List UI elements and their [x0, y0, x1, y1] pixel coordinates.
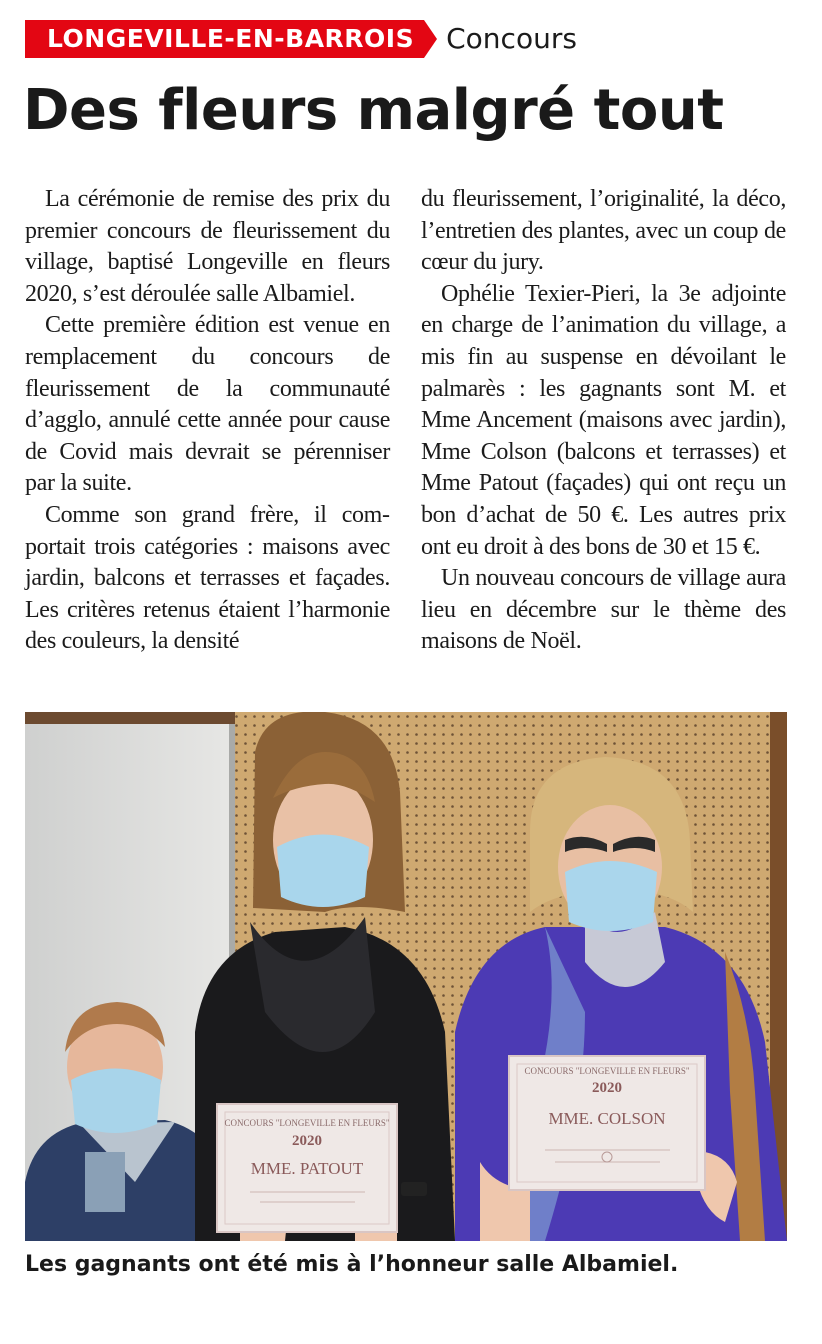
paragraph-4: Ophélie Texier-Pieri, la 3e adjointe en charge de l’animation du village, a mis fin au suspense en dévoilant le palmarès : les gagnants sont M. et Mme Ancement (maisons avec jardin), Mme Colson (balcons et terrasses) et Mme Patout (façades) qui ont reçu un bon d’achat de 50 €. Les autres prix ont eu droit à des bons de 30 et 15 €.: [421, 280, 786, 560]
certificate-right-name: MME. COLSON: [548, 1109, 666, 1128]
article-photo: [25, 712, 787, 1241]
certificate-left-name: MME. PATOUT: [250, 1159, 364, 1178]
kicker: [25, 20, 577, 58]
paragraph-3-continued: du fleurissement, l’originalité, la déco, l’entretien des plantes, avec un coup de cœur du jury.: [421, 186, 786, 276]
certificate-left-year: 2020: [292, 1133, 322, 1149]
paragraph-5: Un nouveau concours de village aura lieu en décembre sur le thème des maisons de Noël.: [421, 565, 786, 655]
paragraph-1: La cérémonie de remise des prix du premier concours de fleurissement du village, baptisé Longeville en fleurs 2020, s’est déroulée salle Albamiel.: [25, 186, 390, 307]
certificate-left: [217, 1104, 397, 1232]
certificate-right-year: 2020: [592, 1080, 622, 1096]
photo-caption: Les gagnants ont été mis à l’honneur salle Albamiel.: [25, 1252, 679, 1277]
certificate-left-title: CONCOURS "LONGEVILLE EN FLEURS": [224, 1118, 390, 1128]
article-headline: Des fleurs malgré tout: [23, 78, 724, 143]
paragraph-2: Cette première édition est venue en remplacement du concours de fleurissement de la communauté d’agglo, annulé cette année pour cause de Covid mais devrait se pérenniser par la suite.: [25, 312, 390, 497]
article-column-right: [421, 184, 786, 658]
section-label: Concours: [446, 22, 577, 55]
certificate-right-title: CONCOURS "LONGEVILLE EN FLEURS": [524, 1066, 690, 1076]
location-tag: LONGEVILLE-EN-BARROIS: [25, 20, 424, 58]
article-column-left: [25, 184, 390, 658]
paragraph-3: Comme son grand frère, il comportait trois catégories : maisons avec jardin, balcons et terrasses et façades. Les critères retenus étaient l’harmonie des couleurs, la densité: [25, 501, 390, 655]
certificate-right: [509, 1056, 705, 1190]
